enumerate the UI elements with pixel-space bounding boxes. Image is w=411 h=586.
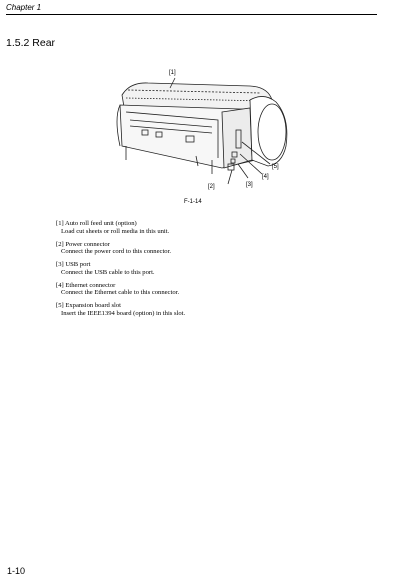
item-label: [1] Auto roll feed unit (option) (56, 220, 137, 227)
list-item (56, 220, 386, 235)
callout-1: [1] (169, 70, 176, 76)
figure-caption: F-1-14 (184, 199, 202, 205)
description-list (56, 220, 386, 323)
printer-rear-figure (100, 60, 310, 210)
item-label: [3] USB port (56, 261, 91, 268)
item-text: Connect the USB cable to this port. (61, 268, 155, 276)
callout-5: [5] (272, 164, 279, 170)
list-item (56, 282, 386, 297)
chapter-header: Chapter 1 (6, 3, 42, 12)
item-text: Insert the IEEE1394 board (option) in this slot. (61, 309, 186, 317)
callout-4: [4] (262, 174, 269, 180)
list-item (56, 302, 386, 317)
side-panel (222, 108, 252, 168)
header-rule (6, 14, 377, 15)
end-cap (250, 96, 287, 166)
item-label: [5] Expansion board slot (56, 302, 122, 309)
list-item (56, 261, 386, 276)
page-number: 1-10 (7, 566, 26, 576)
item-text: Connect the Ethernet cable to this connector. (61, 289, 180, 296)
section-title: 1.5.2 Rear (6, 37, 56, 49)
item-text: Connect the power cord to this connector. (61, 248, 172, 255)
callout-2: [2] (208, 184, 215, 190)
callout-3: [3] (246, 182, 253, 188)
item-label: [4] Ethernet connector (56, 281, 116, 289)
item-text: Load cut sheets or roll media in this unit. (61, 227, 170, 235)
list-item (56, 241, 386, 256)
item-label: [2] Power connector (56, 240, 110, 248)
